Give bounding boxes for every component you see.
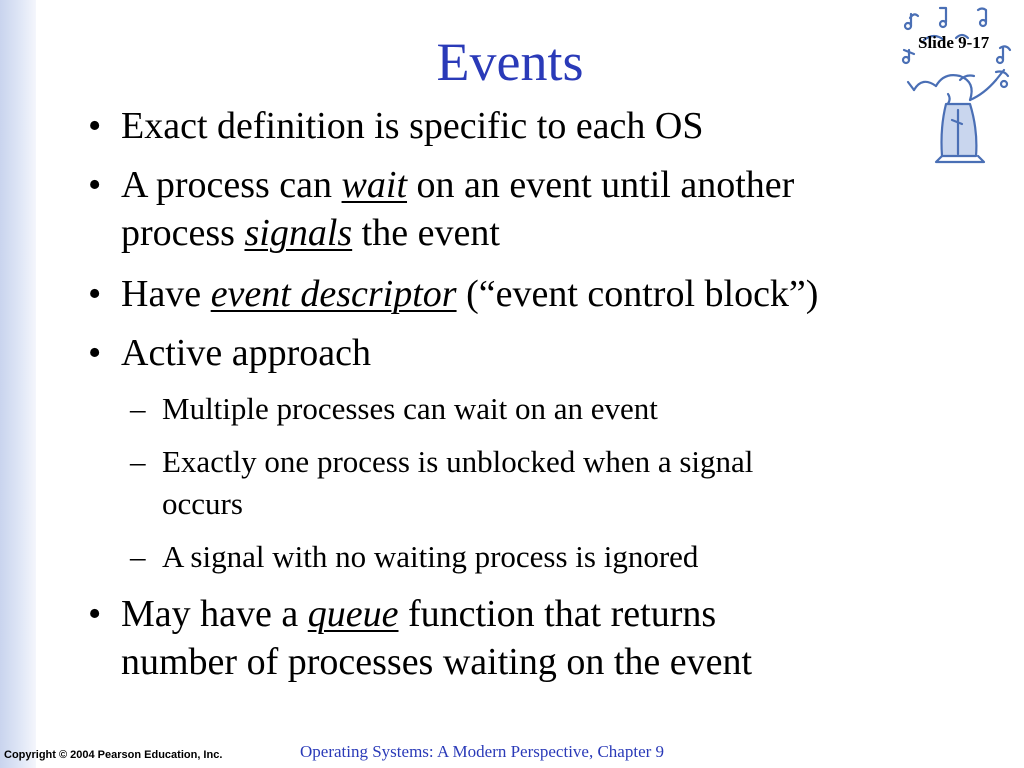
- text-run: Have: [121, 273, 211, 315]
- sub-bullet-text: A signal with no waiting process is ignored: [162, 539, 699, 574]
- text-run: process: [121, 212, 245, 254]
- bullet-text: [121, 209, 500, 257]
- term-signals: signals: [244, 212, 353, 254]
- text-run: A process can: [121, 164, 342, 206]
- bullet-glyph: •: [88, 593, 102, 635]
- footer-copyright: Copyright © 2004 Pearson Education, Inc.: [4, 749, 223, 761]
- sub-bullet-glyph: –: [130, 539, 146, 574]
- term-queue: queue: [307, 593, 399, 635]
- slide-number: Slide 9-17: [918, 33, 990, 52]
- bullet-glyph: •: [88, 164, 102, 206]
- text-run: the event: [352, 212, 500, 254]
- bullet-text: [121, 161, 794, 209]
- sub-bullet-text: Exactly one process is unblocked when a signal: [162, 444, 754, 479]
- term-event-descriptor: event descriptor: [210, 273, 457, 315]
- bullet-text: Exact definition is specific to each OS: [121, 105, 704, 147]
- sub-bullet-text: Multiple processes can wait on an event: [162, 391, 658, 426]
- bullet-text: number of processes waiting on the event: [121, 641, 753, 683]
- sub-bullet-glyph: –: [130, 444, 146, 479]
- bullet-text: [121, 270, 818, 318]
- text-run: function that returns: [398, 593, 717, 635]
- sub-bullet-glyph: –: [130, 391, 146, 426]
- bullet-text: Active approach: [121, 332, 372, 374]
- slide-title: Events: [436, 32, 584, 92]
- sub-bullet-text: occurs: [162, 486, 243, 521]
- bullet-glyph: •: [88, 273, 102, 315]
- bullet-glyph: •: [88, 105, 102, 147]
- text-run: on an event until another: [407, 164, 795, 206]
- footer-book-title: Operating Systems: A Modern Perspective, Chapter 9: [300, 742, 665, 761]
- text-run: May have a: [121, 593, 308, 635]
- text-run: (“event control block”): [456, 273, 819, 315]
- bullet-text: [121, 590, 716, 638]
- bullet-glyph: •: [88, 332, 102, 374]
- term-wait: wait: [341, 164, 408, 206]
- conductor-music-icon: [896, 0, 1024, 172]
